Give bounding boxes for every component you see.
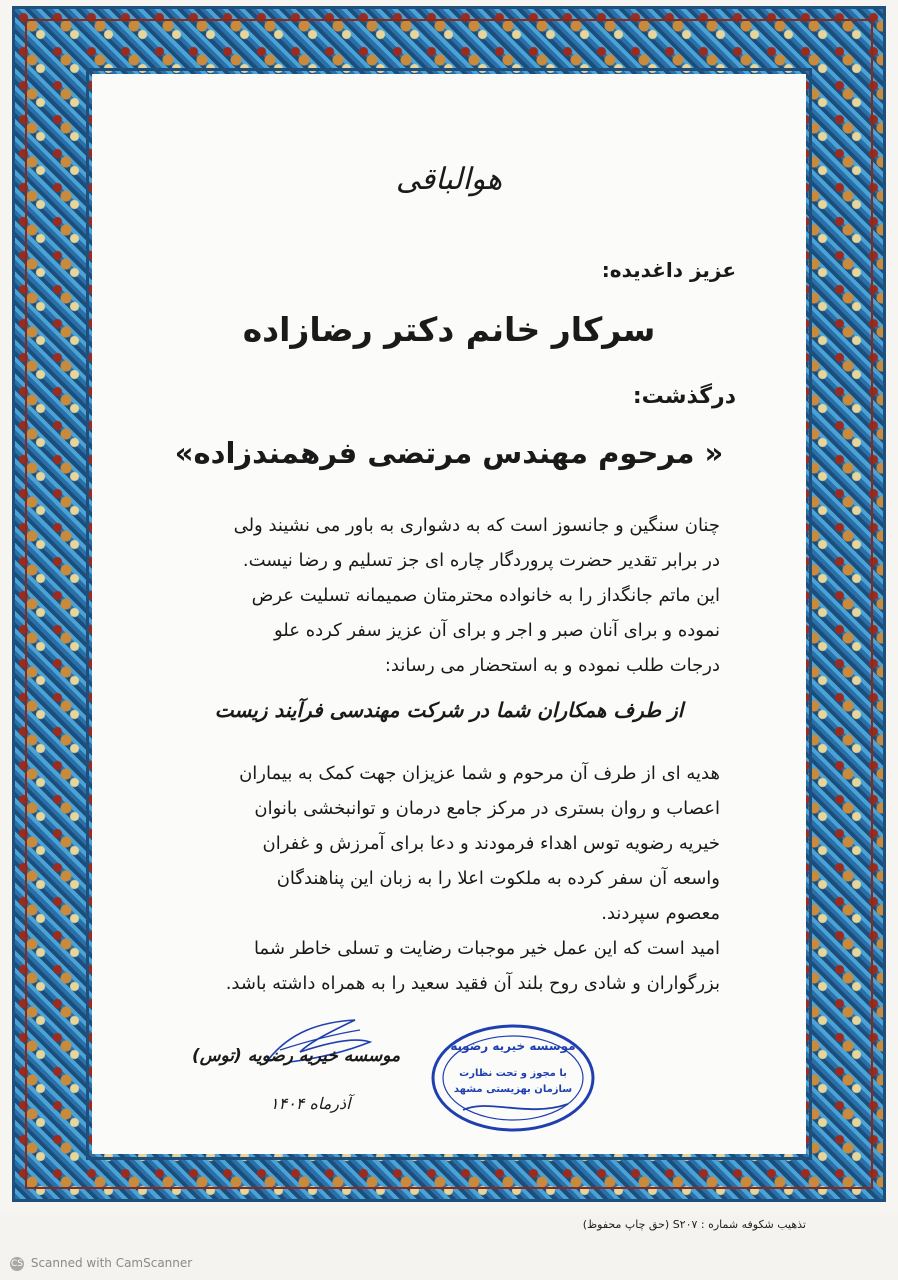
invocation-heading: هوالباقی <box>395 162 503 197</box>
camscanner-logo-icon: CS <box>11 1258 23 1269</box>
stamp-line-2: با مجوز و تحت نظارت <box>459 1068 567 1079</box>
paragraph-line: خیریه رضویه توس اهداء فرمودند و دعا برای آمرزش و غفران <box>262 833 720 854</box>
paragraph-line: اعصاب و روان بستری در مرکز جامع درمان و توانبخشی بانوان <box>254 798 720 819</box>
from-colleagues-line: از طرف همکاران شما در شرکت مهندسی فرآیند زیست <box>214 698 684 722</box>
paragraph-line: واسعه آن سفر کرده به ملکوت اعلا را به زبان این پناهندگان <box>276 868 720 889</box>
scanner-watermark <box>10 1256 192 1271</box>
condolence-paragraph <box>190 508 720 683</box>
stamp-line-1: موسسه خیریه رضویه <box>450 1039 576 1053</box>
addressee-name: سرکار خانم دکتر رضازاده <box>242 310 656 349</box>
letter-body <box>92 74 806 1154</box>
print-note: تذهیب شکوفه شماره : S۲۰۷ (حق چاپ محفوظ) <box>582 1218 806 1231</box>
paragraph-line: معصوم سپردند. <box>601 903 720 924</box>
paragraph-line: این ماتم جانگداز را به خانواده محترمتان صمیمانه تسلیت عرض <box>251 585 720 606</box>
deceased-name: « مرحوم مهندس مرتضی فرهمندزاده» <box>174 436 724 470</box>
salutation: عزیز داغدیده: <box>601 258 736 282</box>
stamp-line-3: سازمان بهزیستی مشهد <box>453 1084 573 1095</box>
paragraph-line: چنان سنگین و جانسوز است که به دشواری به باور می نشیند ولی <box>233 515 720 536</box>
passing-label: درگذشت: <box>632 384 736 409</box>
paragraph-line: در برابر تقدیر حضرت پروردگار چاره ای جز تسلیم و رضا نیست. <box>242 550 720 571</box>
paragraph-line: هدیه ای از طرف آن مرحوم و شما عزیزان جهت کمک به بیماران <box>239 763 720 784</box>
paragraph-line: درجات طلب نموده و به استحضار می رساند: <box>384 655 720 676</box>
paragraph-line: بزرگواران و شادی روح بلند آن فقید سعید را به همراه داشته باشد. <box>225 973 720 994</box>
paragraph-line: نموده و برای آنان صبر و اجر و برای آن عزیز سفر کرده علو <box>273 620 720 641</box>
paragraph-line: امید است که این عمل خیر موجبات رضایت و تسلی خاطر شما <box>253 938 720 959</box>
organization-stamp <box>428 1018 598 1138</box>
organization-signature: موسسه خیریه رضویه (توس) <box>192 1046 401 1066</box>
donation-paragraph <box>180 756 720 1001</box>
scanner-watermark-text: Scanned with CamScanner <box>30 1256 193 1270</box>
letter-date: آذرماه ۱۴۰۴ <box>270 1094 351 1113</box>
